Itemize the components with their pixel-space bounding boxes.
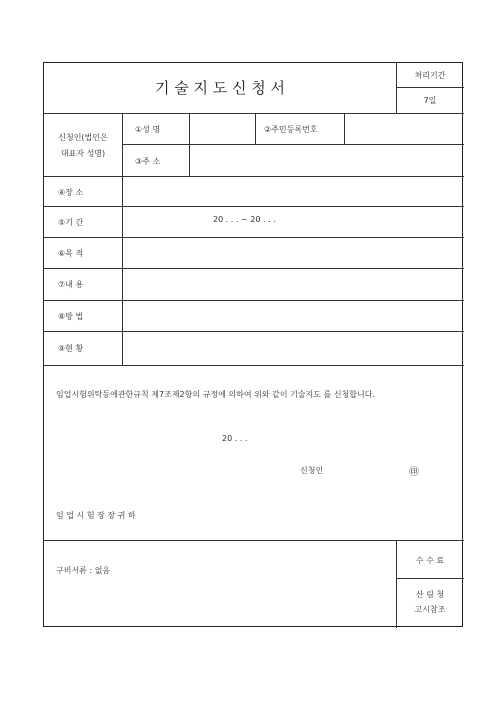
application-form [43,62,463,627]
divider [255,113,256,144]
applicant-label-line1: 신청인(법인은 [58,133,108,142]
name-field[interactable] [190,114,254,143]
address-field[interactable] [190,145,463,175]
address-label: ③주 소 [135,157,161,166]
signer-label: 신청인 [300,466,324,475]
divider [396,578,464,579]
method-label: ⑧방 법 [58,312,84,321]
period-value[interactable]: 20 . . . ~ 20 . . . [213,215,276,224]
status-label: ⑨현 황 [58,344,84,353]
place-label: ④장 소 [58,188,84,197]
fee-reference: 고시참조 [414,605,446,614]
content-field[interactable] [123,269,463,299]
period-label: ⑤기 간 [58,218,84,227]
processing-period-label: 처리기간 [414,71,446,80]
divider [396,87,464,88]
status-field[interactable] [123,332,463,364]
method-field[interactable] [123,301,463,330]
processing-period-value: 7일 [423,96,437,105]
required-documents: 구비서류 : 없음 [56,566,111,575]
application-statement: 임업시험위탁등에관한규칙 제7조제2항의 규정에 의하여 위와 같이 기술지도 를 신청합니다. [56,390,375,399]
seal-mark: ㊞ [409,467,419,478]
content-label: ⑦내 용 [58,280,84,289]
divider [44,206,464,207]
resident-number-field[interactable] [345,114,463,143]
resident-number-label: ②주민등록번호 [264,125,318,134]
divider [44,540,464,541]
purpose-label: ⑥목 적 [58,249,84,258]
divider [44,365,464,366]
purpose-field[interactable] [123,238,463,267]
place-field[interactable] [123,177,463,205]
name-label: ①성 명 [135,125,161,134]
addressee: 임 업 시 험 장 장 귀 하 [56,511,136,520]
form-title: 기 술 지 도 신 청 서 [154,79,286,97]
application-date[interactable]: 20 . . . [222,434,248,443]
fee-label: 수 수 료 [415,556,445,565]
applicant-label-line2: 대표자 성명) [60,149,106,158]
fee-authority: 산 림 청 [415,590,445,599]
